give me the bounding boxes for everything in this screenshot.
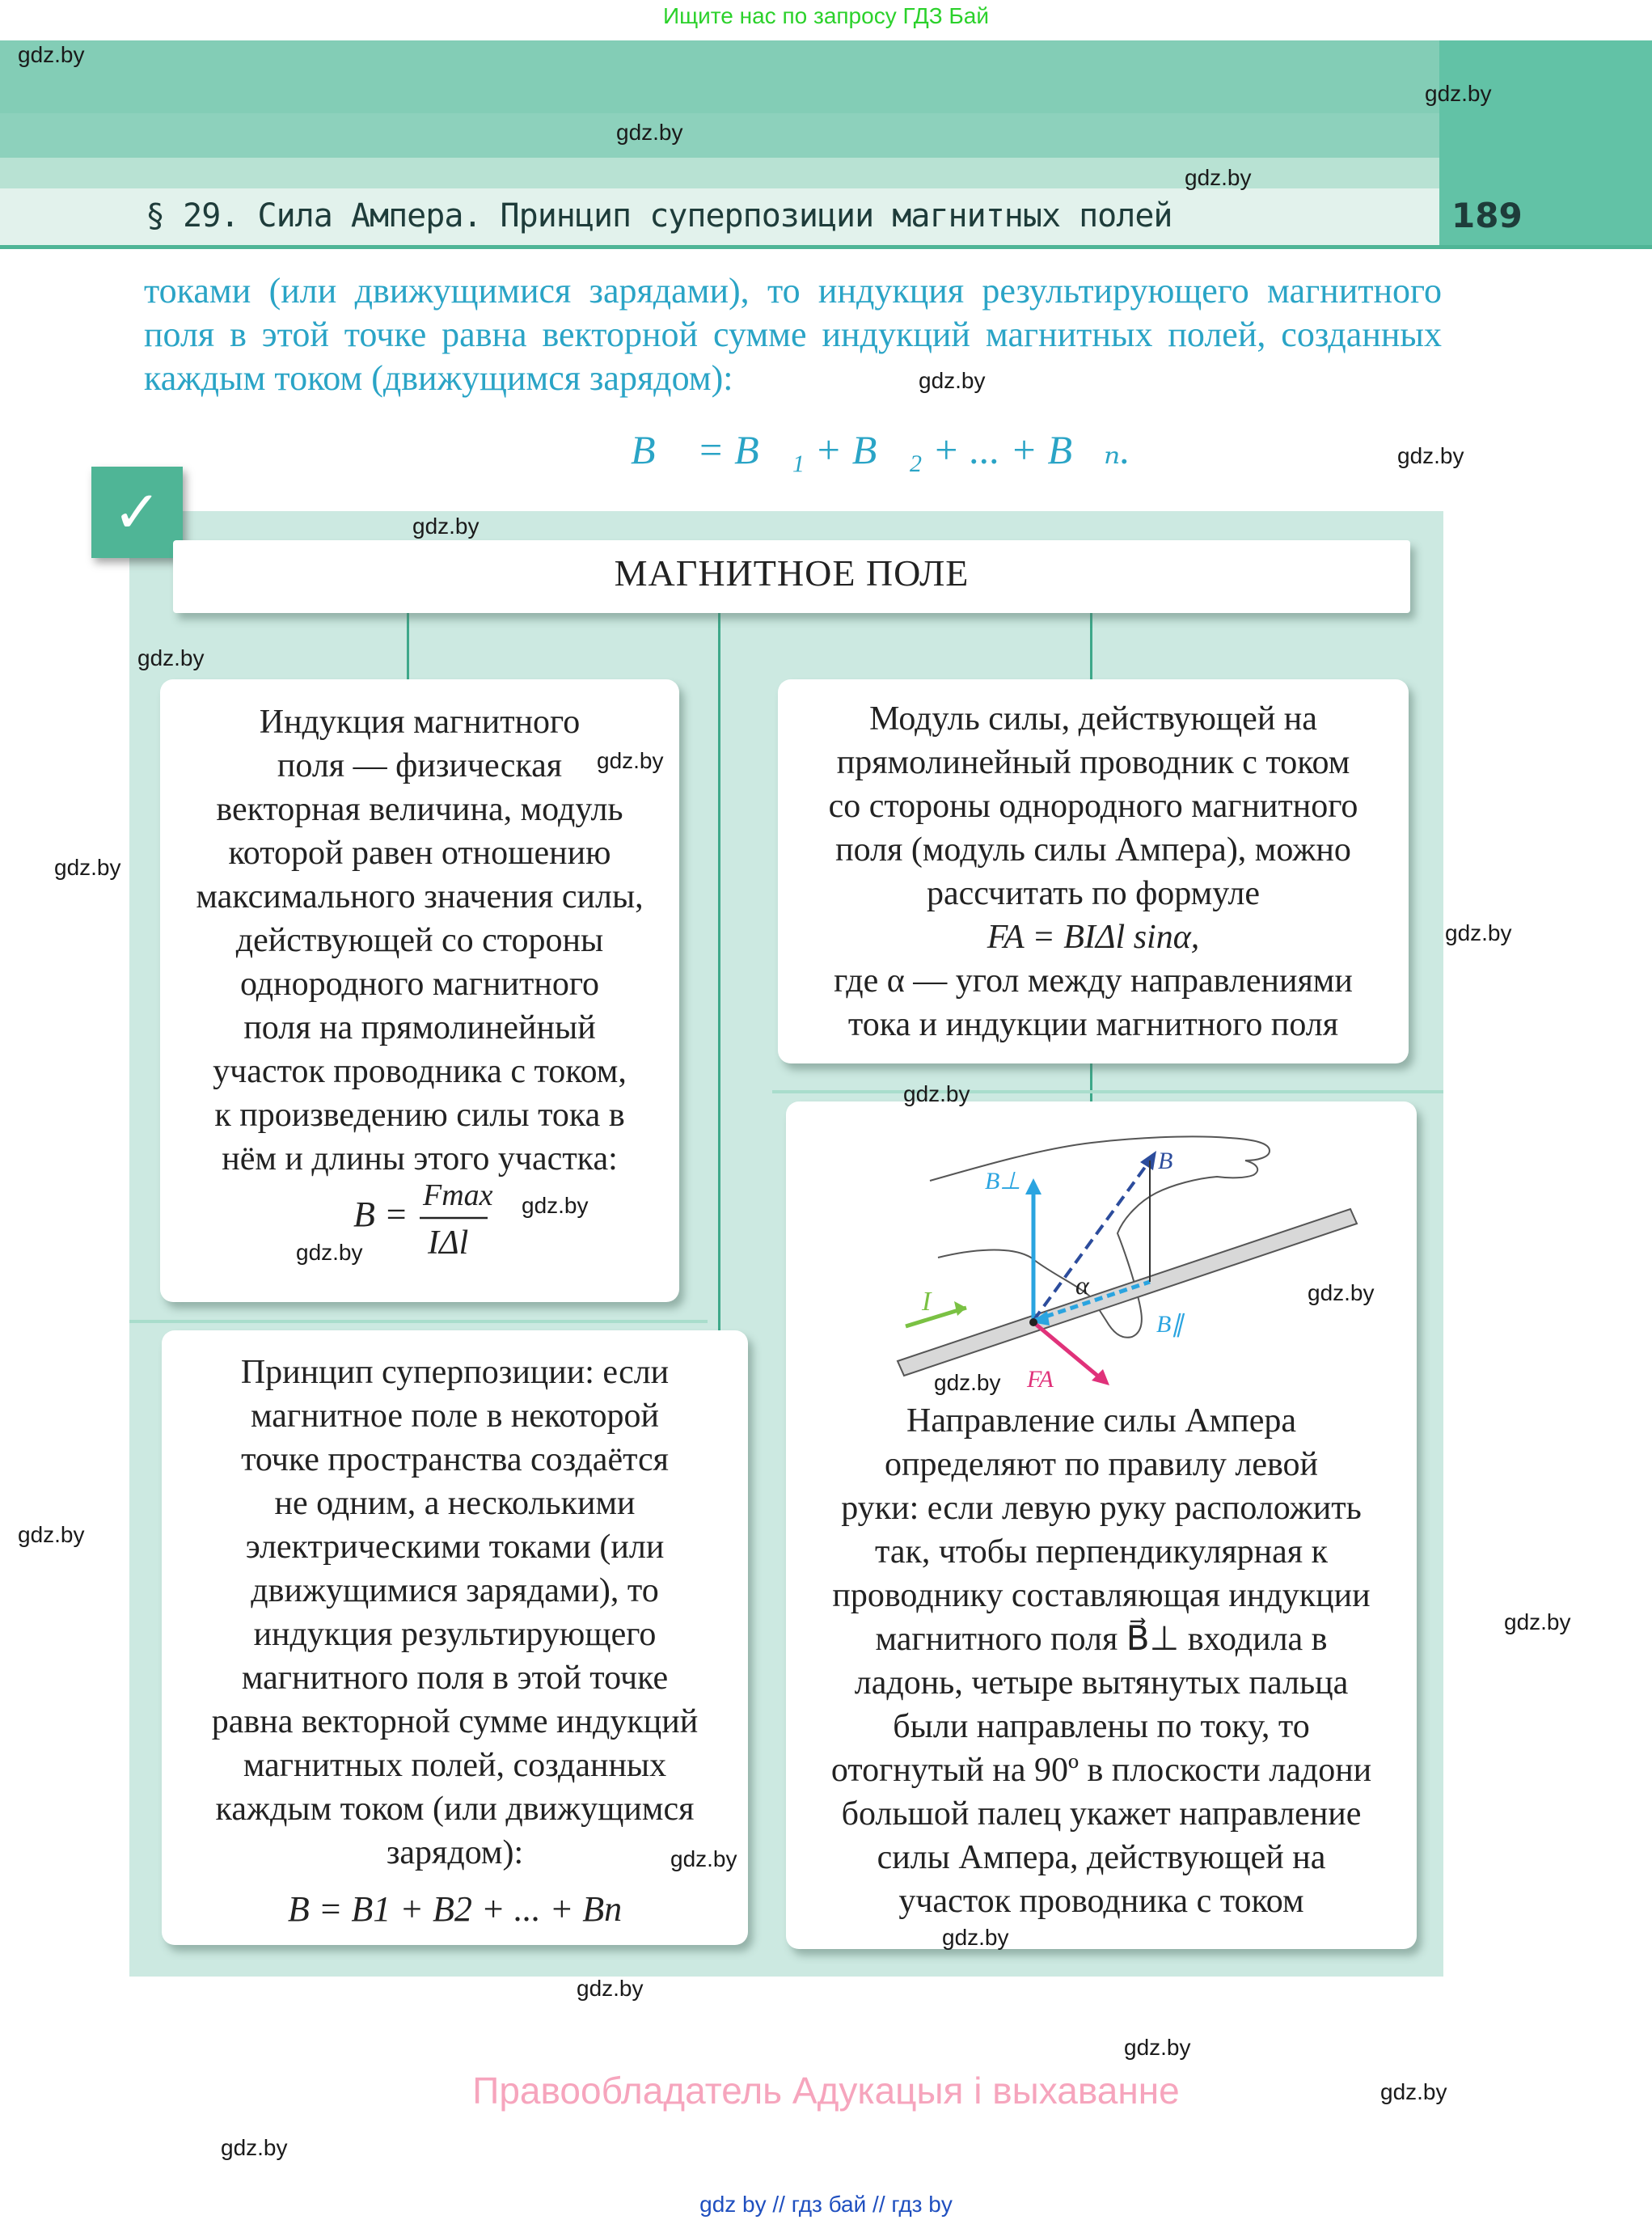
check-badge [91,467,183,558]
watermark: gdz.by [919,368,986,393]
formula-numerator: Fmax [423,1178,493,1212]
text-line: руки: если левую руку расположить [841,1490,1362,1527]
b-perp-label: B⊥ [985,1168,1021,1194]
ampere-formula: FA = BIΔl sinα, [987,919,1200,956]
ampere-force-text [778,697,1409,1046]
intro-paragraph: токами (или движущимися зарядами), то индукция результирующего магнитного поля в этой точке равна векторной сумме индукций магнитных полей, созданных каждым током (движущимся зарядом): [144,271,1442,398]
text-line: нём и длины этого участка: [222,1140,618,1178]
text-line: действующей со стороны [235,922,604,959]
text-line: Индукция магнитного [259,704,581,741]
figure-svg [889,1128,1375,1395]
watermark: gdz.by [522,1193,589,1218]
text-line: движущимися зарядами), то [251,1572,659,1609]
conductor [898,1209,1357,1376]
watermark: gdz.by [577,1976,644,2001]
text-line: проводнику составляющая индукции [832,1577,1371,1614]
intro-formula [631,425,1130,491]
text-line: каждым током (или движущимся [215,1791,695,1828]
intro-formula-text: B⃗ = B⃗₁ + B⃗₂ + ... + B⃗ₙ. [631,427,1130,472]
text-line: которой равен отношению [228,835,611,872]
watermark: gdz.by [18,1522,85,1547]
top-notice: Ищите нас по запросу ГДЗ Бай [662,3,990,28]
watermark: gdz.by [1425,81,1492,106]
superposition-text [162,1351,748,1875]
watermark: gdz.by [412,514,480,539]
connector-line [407,613,409,679]
watermark: gdz.by [1185,165,1252,190]
copyright-notice: Правообладатель Адукацыя і выхаванне [472,2070,1180,2112]
watermark: gdz.by [1124,2035,1191,2060]
text-line: участок проводника с током, [213,1053,627,1090]
text-line: векторная величина, модуль [216,791,623,828]
alpha-label: α [1075,1271,1089,1300]
watermark: gdz.by [670,1846,737,1871]
watermark: gdz.by [296,1240,363,1265]
text-line: Направление силы Ампера [906,1402,1296,1440]
header-rule [0,245,1652,249]
text-line: Модуль силы, действующей на [869,700,1317,738]
text-line: магнитных полей, созданных [243,1747,667,1784]
text-line: поля на прямолинейный [243,1009,596,1046]
connector-line [1090,1063,1092,1101]
superposition-formula: B = B1 + B2 + ... + Bn [287,1889,623,1929]
text-line: прямолинейный проводник с током [836,744,1350,781]
b-perp-arrowhead [1025,1178,1041,1194]
text-line: магнитное поле в некоторой [250,1397,660,1435]
watermark: gdz.by [597,748,664,773]
watermark: gdz.by [1397,443,1464,468]
induction-formula [344,1173,505,1279]
text-line: Принцип суперпозиции: если [240,1354,670,1391]
checkmark-icon: ✓ [112,478,162,546]
text-line: магнитного поля в этой точке [241,1660,669,1697]
formula-lhs: B = [353,1194,408,1234]
text-line: силы Ампера, действующей на [877,1839,1326,1876]
text-line: точке пространства создаётся [241,1441,669,1478]
text-line: были направлены по току, то [893,1708,1310,1745]
text-line: зарядом): [386,1834,524,1871]
chapter-title: § 29. Сила Ампера. Принцип суперпозиции магнитных полей [146,197,1172,235]
watermark: gdz.by [616,120,683,145]
watermark: gdz.by [54,855,121,880]
watermark: gdz.by [221,2135,288,2160]
page-number: 189 [1451,196,1523,235]
origin-point [1029,1318,1037,1326]
current-label: I [922,1287,932,1317]
b-vector-label: B [1158,1148,1173,1174]
watermark: gdz.by [1445,920,1512,945]
intro-formula-svg [631,425,1130,481]
text-line: максимального значения силы, [196,878,644,915]
left-hand-rule-figure [889,1128,1375,1395]
b-par-label: B∥ [1156,1311,1184,1338]
text-line: поля — физическая [277,747,563,784]
watermark: gdz.by [137,645,205,670]
text-line: где α — угол между направлениями [834,962,1353,1000]
text-line: однородного магнитного [239,966,600,1003]
watermark: gdz.by [903,1081,970,1106]
current-arrowhead [954,1301,966,1316]
force-label: FA [1027,1366,1054,1393]
watermark: gdz.by [18,42,85,67]
induction-formula-svg [344,1173,505,1270]
text-line: большой палец укажет направление [841,1795,1362,1833]
text-line: равна векторной сумме индукций [211,1703,699,1740]
connector-line [1090,613,1092,679]
text-line: ладонь, четыре вытянутых пальца [854,1664,1349,1702]
text-line: поля (модуль силы Ампера), можно [835,831,1351,869]
header-band-top [0,40,1439,113]
watermark: gdz.by [942,1925,1009,1950]
watermark: gdz.by [1380,2079,1447,2104]
watermark: gdz.by [1308,1280,1375,1305]
formula-denominator: IΔl [428,1224,469,1262]
text-line: рассчитать по формуле [926,875,1260,912]
text-line: магнитного поля B⃗⊥ входила в [875,1621,1328,1658]
summary-title: МАГНИТНОЕ ПОЛЕ [614,552,970,594]
b-vector-arrowhead [1140,1151,1156,1170]
connector-line [772,1090,1443,1093]
connector-line [129,1320,708,1323]
text-line: со стороны однородного магнитного [828,788,1358,825]
text-line: не одним, а несколькими [274,1485,636,1522]
text-line: индукция результирующего [253,1616,657,1653]
footer-links[interactable]: gdz by // гдз бай // гдз by [699,2192,953,2217]
connector-line [718,613,720,1333]
watermark: gdz.by [934,1370,1001,1395]
text-line: так, чтобы перпендикулярная к [874,1533,1329,1571]
text-line: отогнутый на 90º в плоскости ладони [830,1752,1372,1789]
text-line: участок проводника с током [898,1883,1304,1920]
text-line: определяют по правилу левой [884,1446,1318,1483]
text-line: к произведению силы тока в [214,1097,625,1134]
text-line: электрическими токами (или [245,1528,665,1566]
left-hand-rule-text [786,1399,1417,1923]
text-line: тока и индукции магнитного поля [847,1006,1339,1043]
watermark: gdz.by [1504,1609,1571,1634]
